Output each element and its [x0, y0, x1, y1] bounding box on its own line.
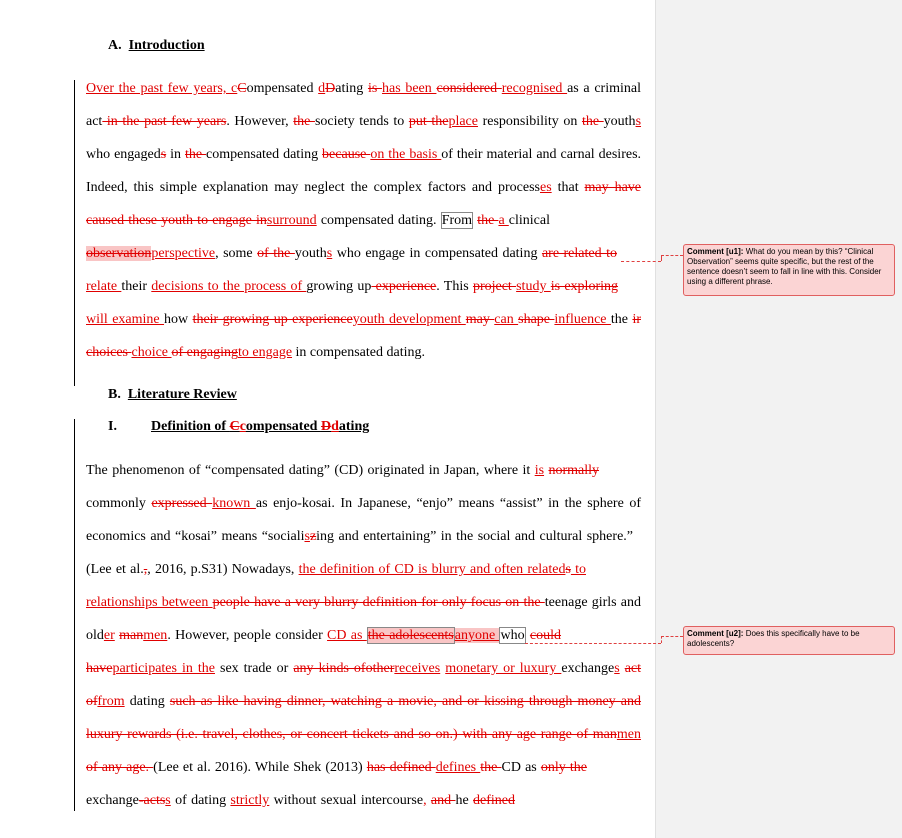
text-line[interactable]: of any age. (Lee et al. 2016). While Shek (2013) has defined defines the CD as only the [86, 760, 587, 775]
comment-connector [661, 255, 683, 256]
change-bar [74, 419, 75, 811]
heading-definition: I. Definition of Ccompensated Ddating [108, 419, 370, 434]
text-line[interactable]: (Lee et al.,, 2016, p.S31) Nowadays, the definition of CD is blurry and often relateds to [86, 562, 586, 577]
comment-connector [525, 643, 661, 644]
comment-u2[interactable]: Comment [u2]: Does this specifically have to be adolescents? [683, 626, 895, 655]
text-line[interactable]: The phenomenon of “compensated dating” (CD) originated in Japan, where it is normally [86, 463, 600, 478]
change-bar [74, 80, 75, 386]
text-line[interactable]: commonly expressed known as enjo-kosai. In Japanese, “enjo” means “assist” in the sphere of [86, 496, 641, 511]
text-line[interactable]: haveparticipates in the sex trade or any kinds ofotherreceives monetary or luxury exchanges act [86, 661, 642, 676]
text-line[interactable]: economics and “kosai” means “socialiszing and entertaining” in the social and cultural sphere.” [86, 529, 633, 544]
comment-connector [621, 261, 661, 262]
text-line[interactable]: act in the past few years. However, the society tends to put theplace responsibility on the youths [86, 114, 642, 129]
heading-introduction: A. Introduction [108, 38, 205, 53]
text-line[interactable]: Indeed, this simple explanation may neglect the complex factors and processes that may have [86, 180, 642, 195]
text-line[interactable]: will examine how their growing up experienceyouth development may can shape influence the ir [86, 312, 641, 327]
text-line[interactable]: luxury rewards (i.e. travel, clothes, or concert tickets and so on.) with any age range of manmen [86, 727, 641, 742]
heading-literature-review: B. Literature Review [108, 387, 237, 402]
text-line[interactable]: observationperspective, some of the youths who engage in compensated dating are related to [86, 246, 617, 261]
text-line[interactable]: choices choice of engagingto engage in compensated dating. [86, 345, 425, 360]
comment-connector [661, 636, 683, 637]
text-line[interactable]: offrom dating such as like having dinner, watching a movie, and or kissing through money and [86, 694, 641, 709]
text-line[interactable]: caused these youth to engage insurround compensated dating. From the a clinical [86, 213, 550, 228]
text-line[interactable]: Over the past few years, cCompensated dDating is has been considered recognised as a criminal [86, 81, 641, 96]
text-line[interactable]: exchange-actss of dating strictly without sexual intercourse, and he defined [86, 793, 516, 808]
comment-connector [661, 636, 662, 643]
text-line[interactable]: older manmen. However, people consider CD as the adolescentsanyone who could [86, 628, 562, 643]
text-line[interactable]: relate their decisions to the process of growing up experience. This project study is exploring [86, 279, 619, 294]
comment-margin [655, 0, 902, 838]
text-line[interactable]: relationships between people have a very blurry definition for only focus on the teenage girls and [86, 595, 642, 610]
text-line[interactable]: who engageds in the compensated dating because on the basis of their material and carnal desires. [86, 147, 642, 162]
comment-u1[interactable]: Comment [u1]: What do you mean by this? “Clinical Observation” seems quite specific, but the rest of the sentence doesn’t seem to fall in line with this. Consider using a different phrase. [683, 244, 895, 296]
